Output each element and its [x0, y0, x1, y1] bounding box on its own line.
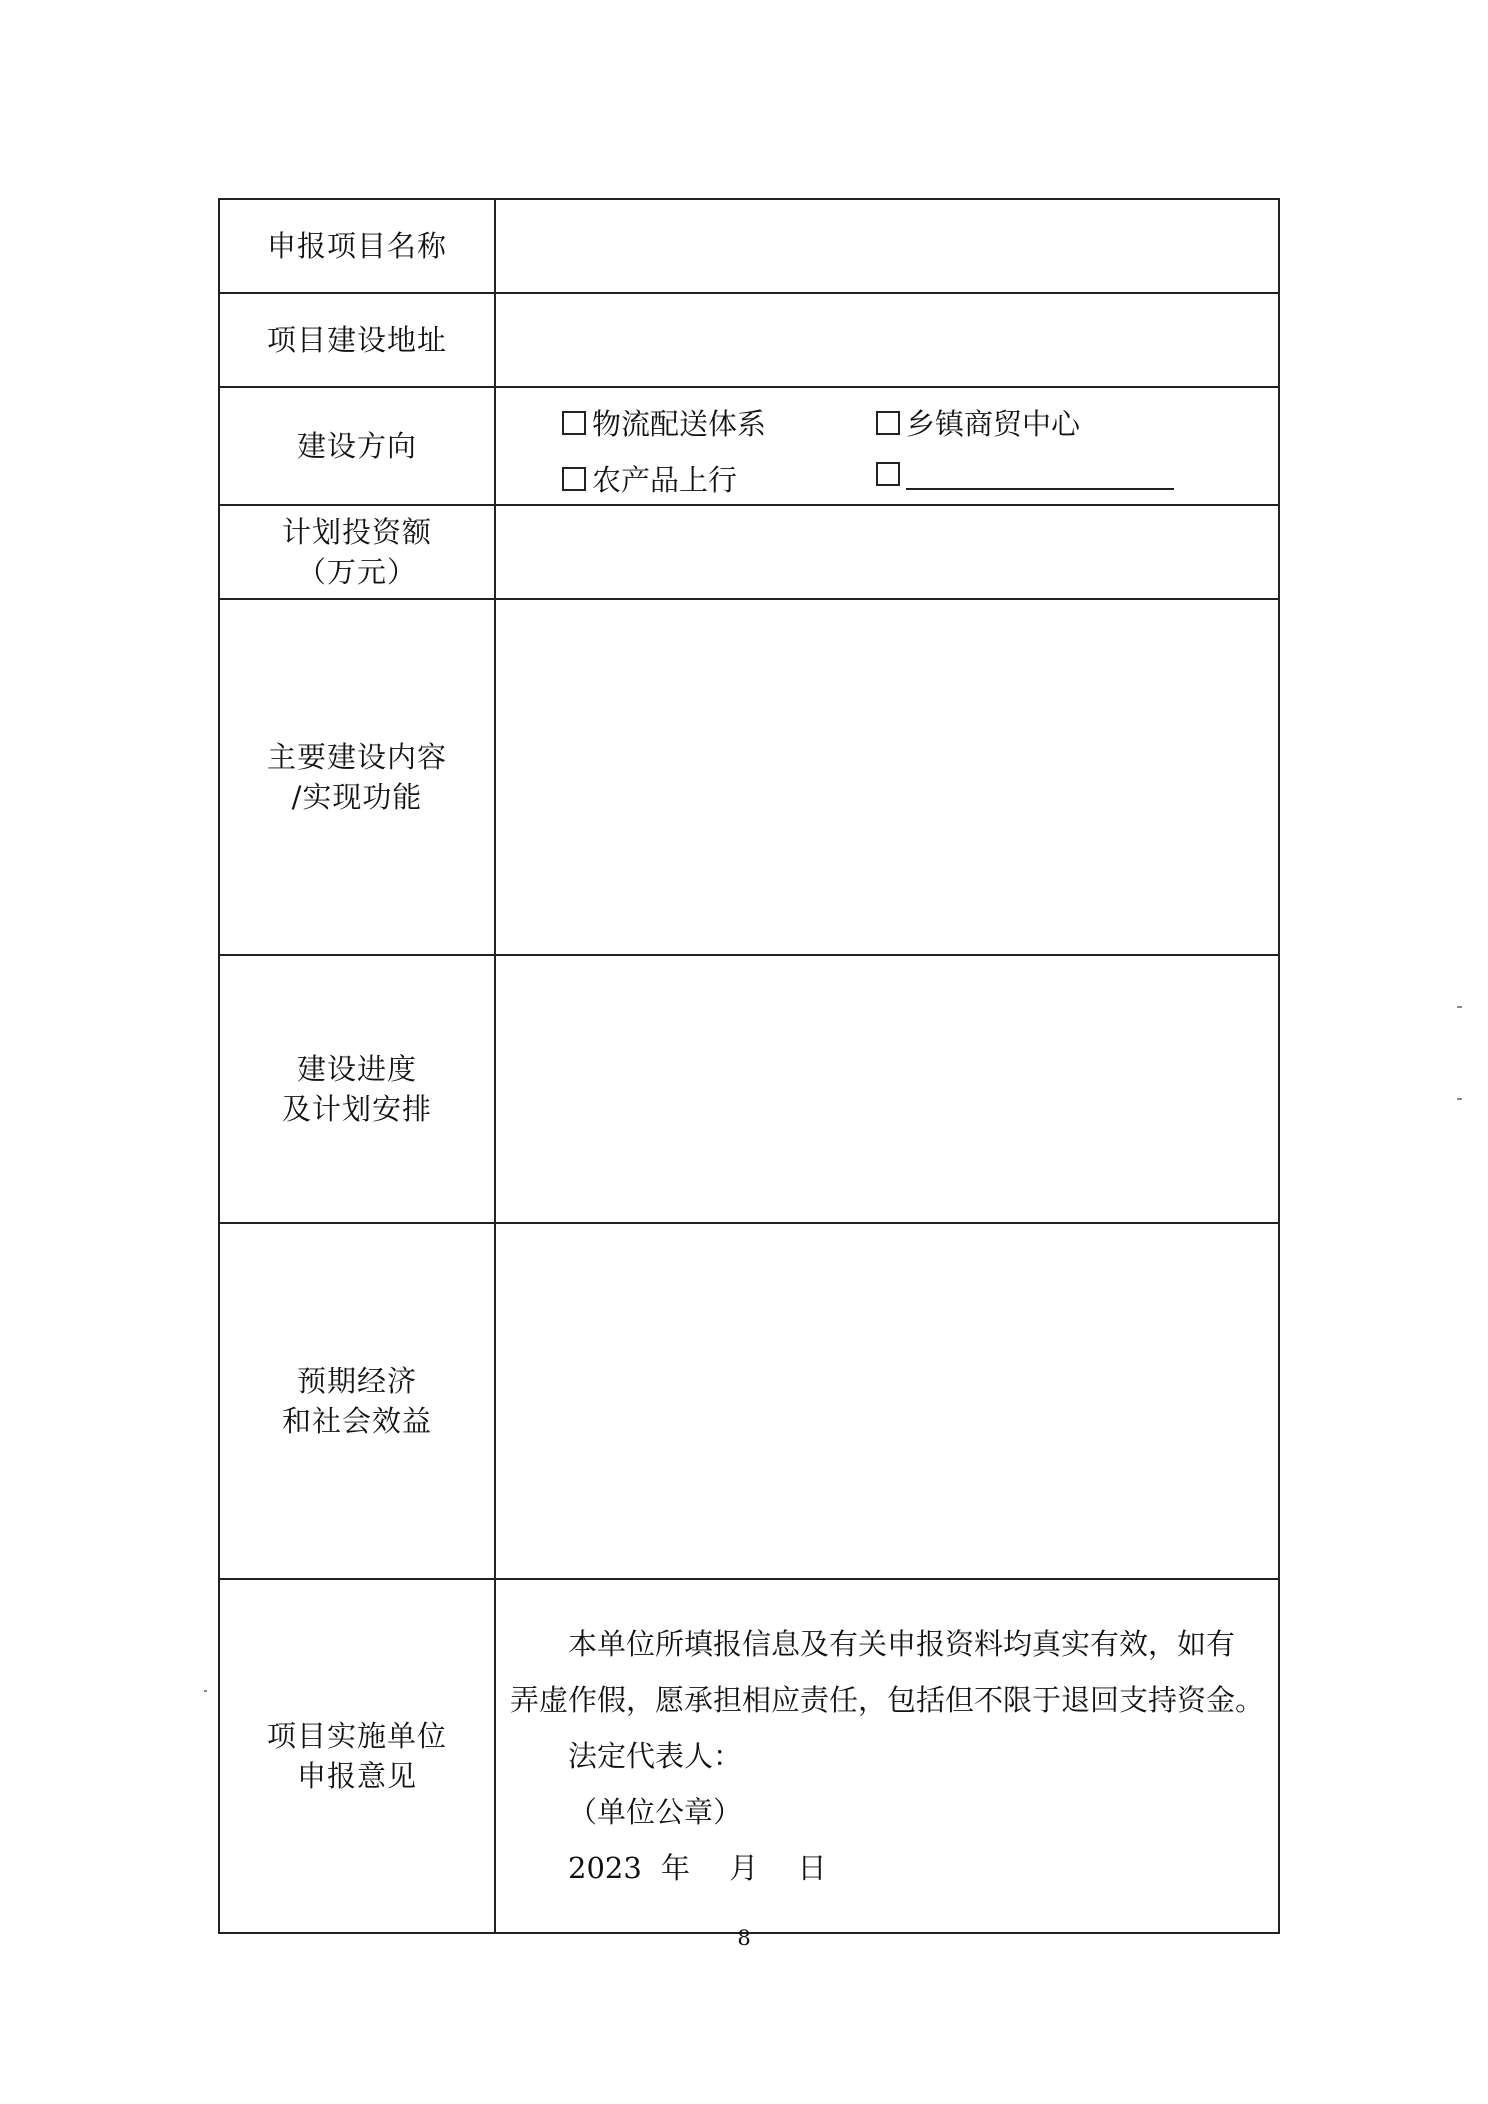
date-line [510, 1840, 1264, 1896]
option-agri-products-upward[interactable]: 农产品上行 [562, 458, 737, 499]
row-main-content [219, 599, 1279, 955]
row-unit-opinion [219, 1579, 1279, 1933]
scan-speck [1457, 1006, 1462, 1008]
unit-seal-label: （单位公章） [568, 1795, 743, 1829]
row-construction-direction [219, 387, 1279, 505]
checkbox-icon[interactable] [876, 411, 900, 435]
other-blank-line[interactable] [906, 458, 1174, 490]
label-project-name: 申报项目名称 [219, 199, 495, 293]
declaration-text [496, 1610, 1278, 1902]
label-construction-direction: 建设方向 [219, 387, 495, 505]
row-planned-investment [219, 505, 1279, 599]
option-town-commerce-center[interactable]: 乡镇商贸中心 [876, 402, 1080, 443]
legal-representative-label: 法定代表人： [568, 1739, 743, 1773]
project-name-field[interactable] [495, 199, 1279, 293]
label-project-address: 项目建设地址 [219, 293, 495, 387]
option-other[interactable] [876, 458, 1174, 490]
schedule-field[interactable] [495, 955, 1279, 1223]
date-year-unit: 年 [661, 1851, 691, 1885]
date-day-unit: 日 [797, 1851, 827, 1885]
label-planned-investment: 计划投资额 （万元） [219, 505, 495, 599]
date-month-unit: 月 [729, 1851, 759, 1885]
scan-speck [1457, 1098, 1462, 1100]
checkbox-icon[interactable] [876, 462, 900, 486]
checkbox-icon[interactable] [562, 411, 586, 435]
label-main-content: 主要建设内容 /实现功能 [219, 599, 495, 955]
construction-direction-options [495, 387, 1279, 505]
label-schedule: 建设进度 及计划安排 [219, 955, 495, 1223]
label-unit-opinion: 项目实施单位 申报意见 [219, 1579, 495, 1933]
expected-benefits-field[interactable] [495, 1223, 1279, 1579]
checkbox-icon[interactable] [562, 467, 586, 491]
row-expected-benefits [219, 1223, 1279, 1579]
project-address-field[interactable] [495, 293, 1279, 387]
planned-investment-field[interactable] [495, 505, 1279, 599]
unit-opinion-cell [495, 1579, 1279, 1933]
row-schedule [219, 955, 1279, 1223]
application-form-table [218, 198, 1280, 1934]
declaration-line-1: 本单位所填报信息及有关申报资料均真实有效，如有 [568, 1627, 1236, 1661]
main-content-field[interactable] [495, 599, 1279, 955]
label-expected-benefits: 预期经济 和社会效益 [219, 1223, 495, 1579]
option-logistics[interactable]: 物流配送体系 [562, 402, 766, 443]
row-project-name [219, 199, 1279, 293]
scan-speck [204, 1690, 207, 1692]
date-year: 2023 [568, 1851, 642, 1885]
page-number: 8 [737, 1926, 751, 1950]
declaration-line-2: 弄虚作假，愿承担相应责任，包括但不限于退回支持资金。 [510, 1683, 1265, 1717]
row-project-address [219, 293, 1279, 387]
